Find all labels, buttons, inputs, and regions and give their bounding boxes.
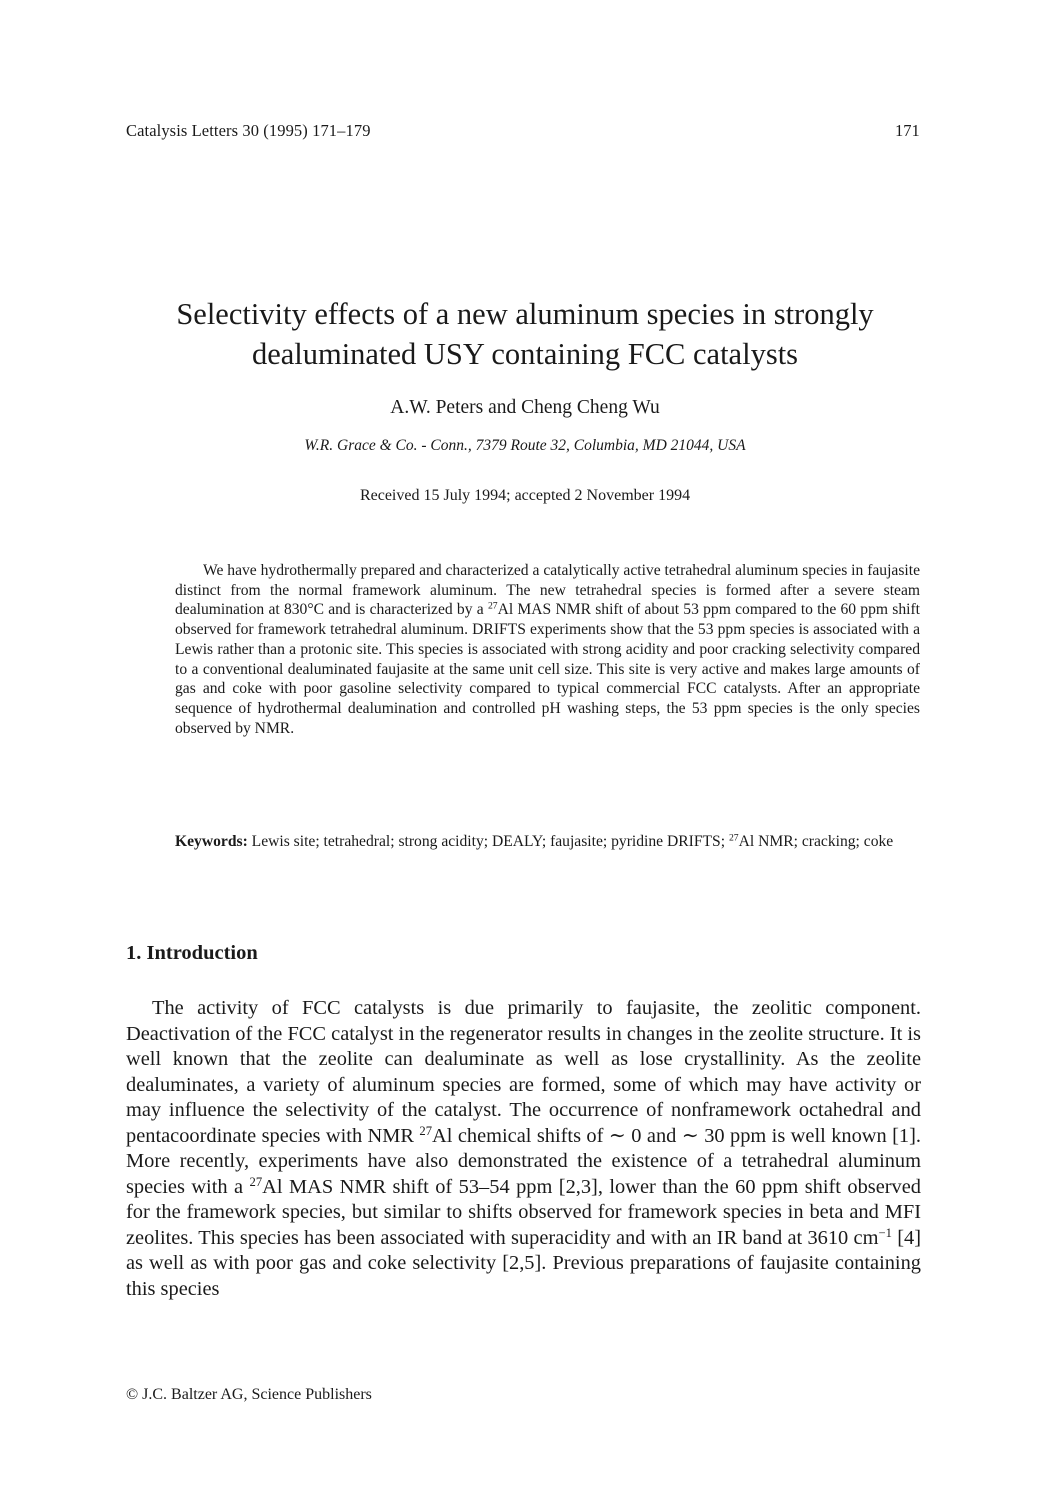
abstract-text-1: We have hydrothermally prepared and characterized a catalytically active tetrahedral aluminum species in faujasite distinct from the normal framework aluminum. The new tetrahedral species is formed after a severe steam dealumination at 830°C and is characterized by a — [175, 562, 921, 619]
keywords-text-1: Lewis site; tetrahedral; strong acidity; DEALY; faujasite; pyridine DRIFTS; — [247, 833, 729, 850]
abstract-text-2: Al MAS NMR shift of about 53 ppm compared to the 60 ppm shift observed for framework tetrahedral aluminum. DRIFTS experiments show that the 53 ppm species is associated with a Lewis rather than a protonic site. This species is associated with strong acidity and poor cracking selectivity compared to a conventional dealuminated faujasite at the same unit cell size. This site is very active and makes large amounts of gas and coke with poor gasoline selectivity compared to typical commercial FCC catalysts. After an appropriate sequence of hydrothermal dealumination and controlled pH washing steps, the 53 ppm species is the only species observed by NMR. — [175, 601, 920, 737]
intro-text-3: Al MAS NMR shift of 53–54 ppm [2,3], lower than the 60 ppm shift observed for the framework species, but similar to shifts observed for framework species in beta and MFI zeolites. This species has been associated with superacidity and with an IR band at 3610 cm — [126, 1175, 921, 1249]
intro-text-4: [4] as well as with poor gas and coke selectivity [2,5]. Previous preparations of faujasite containing this species — [126, 1226, 921, 1300]
section-heading-introduction: 1. Introduction — [126, 942, 258, 964]
author-list: A.W. Peters and Cheng Cheng Wu — [390, 397, 660, 418]
running-head-journal: Catalysis Letters 30 (1995) 171–179 — [126, 121, 371, 140]
abstract — [175, 561, 920, 738]
introduction-paragraph — [126, 996, 921, 1302]
paper-title-line-2: dealuminated USY containing FCC catalysts — [251, 337, 799, 371]
keywords — [175, 832, 920, 852]
page-number: 171 — [895, 121, 920, 140]
intro-text-1: The activity of FCC catalysts is due primarily to faujasite, the zeolitic component. Deactivation of the FCC catalyst in the regenerator results in changes in the zeolite structure. It is well known that the zeolite can dealuminate as well as lose crystallinity. As the zeolite dealuminates, a variety of aluminum species are formed, some of which may have activity or may influence the selectivity of the catalyst. The occurrence of nonframework octahedral and pentacoordinate species with NMR — [126, 997, 921, 1147]
paper-title — [100, 294, 950, 374]
publisher-footer: © J.C. Baltzer AG, Science Publishers — [126, 1386, 372, 1403]
abstract-isotope-superscript: 27 — [487, 601, 498, 613]
intro-text-2: Al chemical shifts of ∼ 0 and ∼ 30 ppm is well known [1]. More recently, experiments have also demonstrated the existence of a tetrahedral aluminum species with a — [126, 1124, 921, 1198]
intro-superscript-3: −1 — [878, 1225, 892, 1240]
keywords-isotope-superscript: 27 — [728, 832, 739, 844]
author-affiliation: W.R. Grace & Co. - Conn., 7379 Route 32, Columbia, MD 21044, USA — [304, 437, 746, 454]
keywords-text-2: Al NMR; cracking; coke — [738, 833, 894, 850]
keywords-label: Keywords: — [175, 833, 248, 850]
intro-superscript-1: 27 — [419, 1123, 433, 1138]
intro-superscript-2: 27 — [249, 1174, 263, 1189]
received-dates: Received 15 July 1994; accepted 2 November 1994 — [359, 487, 691, 504]
paper-title-line-1: Selectivity effects of a new aluminum species in strongly — [176, 297, 874, 331]
